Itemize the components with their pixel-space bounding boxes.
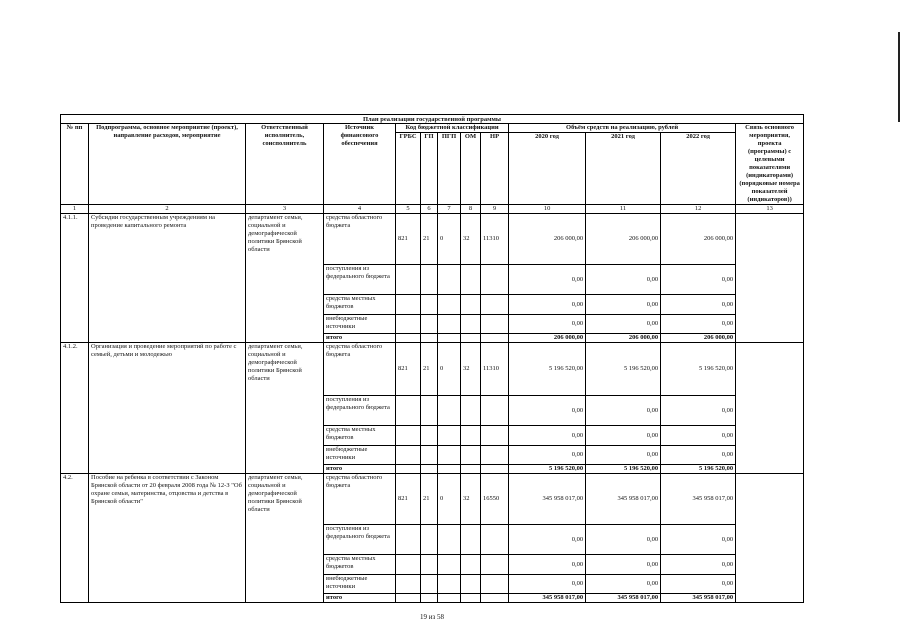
table-row <box>61 343 804 396</box>
om: 32 <box>461 214 481 265</box>
table-row <box>61 214 804 265</box>
source-total: итого <box>324 594 396 603</box>
np: 11310 <box>481 214 509 265</box>
plan-table <box>60 123 804 603</box>
total-2022: 5 196 520,00 <box>661 465 736 474</box>
header-source: Источник финансового обеспечения <box>324 124 396 205</box>
value-2022: 0,00 <box>661 525 736 555</box>
source-federal: поступления из федерального бюджета <box>324 525 396 555</box>
colnum: 8 <box>461 205 481 214</box>
header-num: № пп <box>61 124 89 205</box>
gp: 21 <box>421 214 438 265</box>
colnum: 2 <box>89 205 246 214</box>
value-2022: 206 000,00 <box>661 214 736 265</box>
value-2021: 0,00 <box>586 396 661 426</box>
gp: 21 <box>421 343 438 396</box>
value-2022: 345 958 017,00 <box>661 474 736 525</box>
value-2021: 5 196 520,00 <box>586 343 661 396</box>
colnum: 12 <box>661 205 736 214</box>
value-2022: 0,00 <box>661 446 736 465</box>
value-2020: 0,00 <box>509 265 586 295</box>
colnum: 7 <box>438 205 461 214</box>
header-kbk: Код бюджетной классификации <box>396 124 509 133</box>
row-name: Субсидии государственным учреждениям на проведение капитального ремонта <box>89 214 246 343</box>
grbs: 821 <box>396 474 421 525</box>
colnum: 13 <box>736 205 804 214</box>
header-link: Связь основного мероприятия, проекта (программы) с целевыми показателями (индикаторами) (порядковые номера показателей (индикаторов)) <box>736 124 804 205</box>
total-2022: 206 000,00 <box>661 334 736 343</box>
source-regional: средства областного бюджета <box>324 474 396 525</box>
om: 32 <box>461 474 481 525</box>
header-exec: Ответственный исполнитель, соисполнитель <box>246 124 324 205</box>
value-2021: 0,00 <box>586 525 661 555</box>
total-2021: 5 196 520,00 <box>586 465 661 474</box>
source-offbudget: внебюджетные источники <box>324 575 396 594</box>
header-grbs: ГРБС <box>396 133 421 205</box>
source-federal: поступления из федерального бюджета <box>324 265 396 295</box>
grbs: 821 <box>396 343 421 396</box>
value-2020: 345 958 017,00 <box>509 474 586 525</box>
total-2022: 345 958 017,00 <box>661 594 736 603</box>
value-2021: 0,00 <box>586 265 661 295</box>
value-2020: 0,00 <box>509 525 586 555</box>
om: 32 <box>461 343 481 396</box>
pgp: 0 <box>438 474 461 525</box>
value-2022: 0,00 <box>661 555 736 575</box>
colnum: 9 <box>481 205 509 214</box>
source-local: средства местных бюджетов <box>324 426 396 446</box>
source-regional: средства областного бюджета <box>324 214 396 265</box>
table-row <box>61 474 804 525</box>
pgp: 0 <box>438 214 461 265</box>
header-om: ОМ <box>461 133 481 205</box>
colnum: 5 <box>396 205 421 214</box>
value-2021: 0,00 <box>586 575 661 594</box>
value-2020: 5 196 520,00 <box>509 343 586 396</box>
row-link <box>736 214 804 343</box>
value-2020: 0,00 <box>509 295 586 315</box>
value-2021: 0,00 <box>586 446 661 465</box>
source-offbudget: внебюджетные источники <box>324 315 396 334</box>
total-2020: 206 000,00 <box>509 334 586 343</box>
colnum: 1 <box>61 205 89 214</box>
header-2021: 2021 год <box>586 133 661 205</box>
total-2020: 5 196 520,00 <box>509 465 586 474</box>
value-2022: 0,00 <box>661 265 736 295</box>
colnum: 11 <box>586 205 661 214</box>
colnum: 6 <box>421 205 438 214</box>
colnum: 3 <box>246 205 324 214</box>
header-gp: ГП <box>421 133 438 205</box>
source-total: итого <box>324 334 396 343</box>
page-number: 19 из 58 <box>420 613 445 621</box>
value-2020: 0,00 <box>509 315 586 334</box>
row-exec: департамент семьи, социальной и демографической политики Брянской области <box>246 474 324 603</box>
row-exec: департамент семьи, социальной и демографической политики Брянской области <box>246 214 324 343</box>
total-2021: 206 000,00 <box>586 334 661 343</box>
value-2020: 206 000,00 <box>509 214 586 265</box>
np: 16550 <box>481 474 509 525</box>
np: 11310 <box>481 343 509 396</box>
total-2020: 345 958 017,00 <box>509 594 586 603</box>
value-2021: 0,00 <box>586 555 661 575</box>
value-2022: 0,00 <box>661 315 736 334</box>
scan-edge-mark <box>898 32 900 122</box>
row-link <box>736 343 804 474</box>
value-2020: 0,00 <box>509 575 586 594</box>
value-2022: 0,00 <box>661 295 736 315</box>
header-2022: 2022 год <box>661 133 736 205</box>
column-number-row <box>61 205 804 214</box>
value-2021: 345 958 017,00 <box>586 474 661 525</box>
header-2020: 2020 год <box>509 133 586 205</box>
source-regional: средства областного бюджета <box>324 343 396 396</box>
grbs: 821 <box>396 214 421 265</box>
row-num: 4.2. <box>61 474 89 603</box>
gp: 21 <box>421 474 438 525</box>
value-2021: 0,00 <box>586 315 661 334</box>
value-2022: 0,00 <box>661 426 736 446</box>
row-name: Пособие на ребенка в соответствии с Законом Брянской области от 20 февраля 2008 года № 12-З "Об охране семьи, материнства, отцовства и детства в Брянской области" <box>89 474 246 603</box>
value-2021: 0,00 <box>586 295 661 315</box>
source-offbudget: внебюджетные источники <box>324 446 396 465</box>
value-2022: 0,00 <box>661 575 736 594</box>
value-2020: 0,00 <box>509 446 586 465</box>
value-2021: 206 000,00 <box>586 214 661 265</box>
value-2020: 0,00 <box>509 426 586 446</box>
source-federal: поступления из федерального бюджета <box>324 396 396 426</box>
total-2021: 345 958 017,00 <box>586 594 661 603</box>
colnum: 4 <box>324 205 396 214</box>
source-total: итого <box>324 465 396 474</box>
row-num: 4.1.2. <box>61 343 89 474</box>
row-exec: департамент семьи, социальной и демографической политики Брянской области <box>246 343 324 474</box>
header-np: НР <box>481 133 509 205</box>
value-2022: 5 196 520,00 <box>661 343 736 396</box>
source-local: средства местных бюджетов <box>324 295 396 315</box>
header-name: Подпрограмма, основное мероприятие (проект), направление расходов, мероприятие <box>89 124 246 205</box>
value-2020: 0,00 <box>509 555 586 575</box>
source-local: средства местных бюджетов <box>324 555 396 575</box>
table-title: План реализации государственной программы <box>60 114 804 124</box>
colnum: 10 <box>509 205 586 214</box>
pgp: 0 <box>438 343 461 396</box>
value-2021: 0,00 <box>586 426 661 446</box>
header-volume: Объём средств на реализацию, рублей <box>509 124 736 133</box>
header-pgp: ПГП <box>438 133 461 205</box>
row-name: Организация и проведение мероприятий по работе с семьей, детьми и молодежью <box>89 343 246 474</box>
value-2020: 0,00 <box>509 396 586 426</box>
row-num: 4.1.1. <box>61 214 89 343</box>
value-2022: 0,00 <box>661 396 736 426</box>
row-link <box>736 474 804 603</box>
